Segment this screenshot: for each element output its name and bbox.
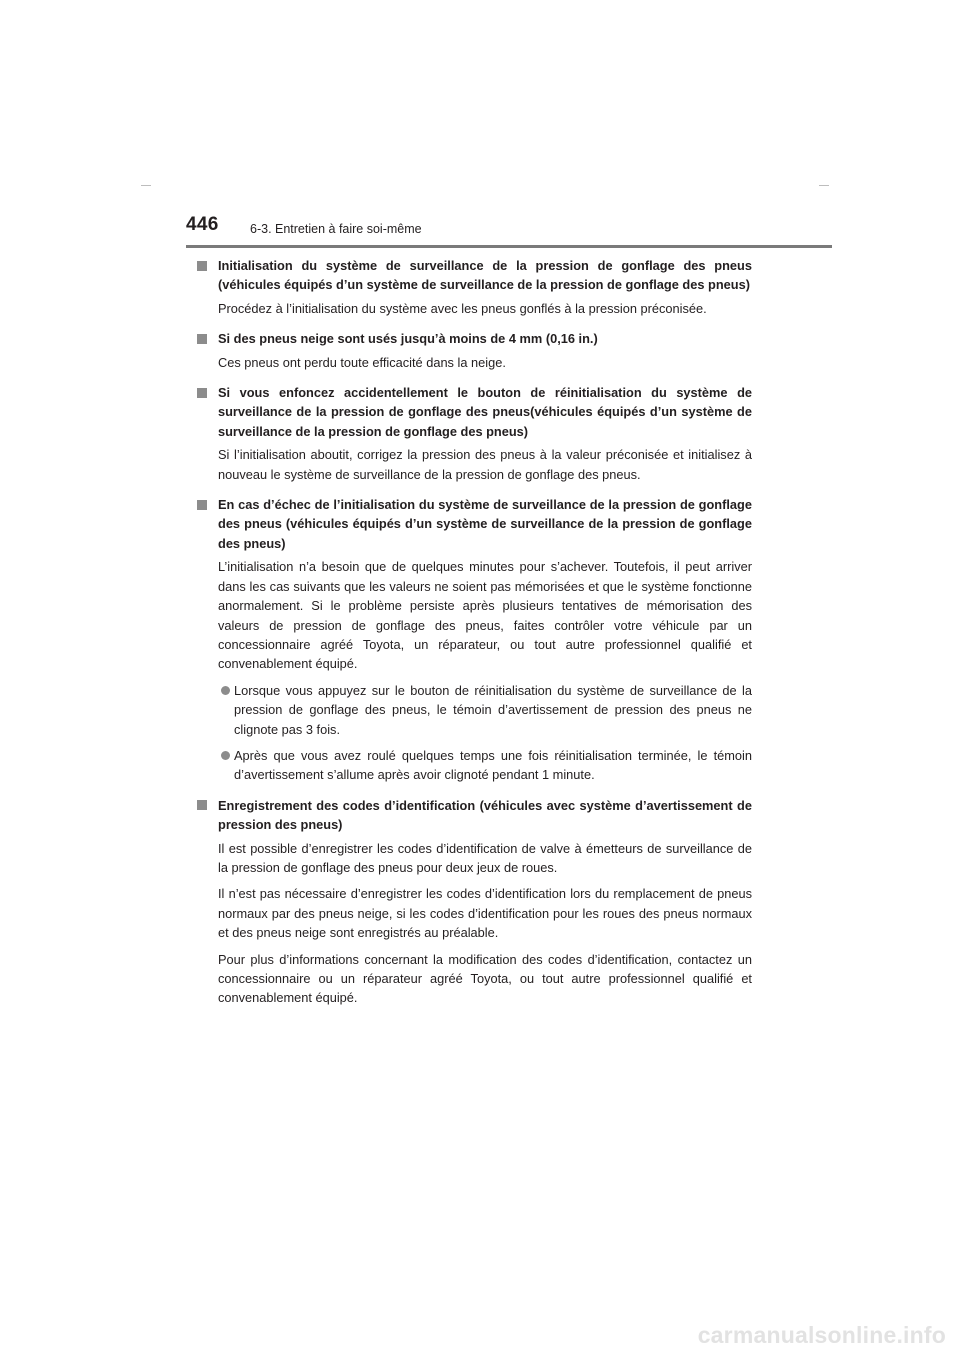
heading-text: Enregistrement des codes d’identification (véhicules avec système d’avertissement de pression des pneus)	[218, 797, 752, 833]
crop-mark-left	[141, 185, 151, 186]
section-heading	[196, 495, 752, 553]
section-snow-tires-worn	[196, 329, 752, 372]
section-tpms-initialisation	[196, 256, 752, 318]
heading-text: Si des pneus neige sont usés jusqu’à moins de 4 mm (0,16 in.)	[218, 331, 598, 347]
square-bullet-icon	[197, 800, 207, 810]
square-bullet-icon	[197, 388, 207, 398]
section-title: 6-3. Entretien à faire soi-même	[250, 222, 422, 236]
list-item	[196, 746, 752, 785]
heading-text: Si vous enfoncez accidentellement le bouton de réinitialisation du système de surveillance de la pression de gonflage des pneus(véhicules équipés d’un système de surveillance de la pression de gonflage des pneus)	[218, 385, 752, 439]
section-initialisation-failure	[196, 495, 752, 785]
list-item-text: Après que vous avez roulé quelques temps une fois réinitialisation terminée, le témoin d’avertissement s’allume après avoir clignoté pendant 1 minute.	[234, 747, 752, 783]
paragraph: L’initialisation n’a besoin que de quelques minutes pour s’achever. Toutefois, il peut arriver dans les cas suivants que les valeurs ne soient pas mémorisées et que le système fonctionne anormalement. Si le problème persiste après plusieurs tentatives de mémorisation des valeurs de pression de gonflage des pneus, faites contrôler votre véhicule par un concessionnaire agréé Toyota, un réparateur, ou tout autre professionnel qualifié et convenablement équipé.	[218, 559, 752, 672]
list-item-text: Lorsque vous appuyez sur le bouton de réinitialisation du système de surveillance de la pression de gonflage des pneus, le témoin d’avertissement de pression des pneus ne clignote pas 3 fois.	[234, 682, 752, 737]
section-heading	[196, 796, 752, 835]
section-id-code-registration	[196, 796, 752, 1008]
section-heading	[196, 256, 752, 295]
section-heading	[196, 329, 752, 348]
paragraph: Procédez à l’initialisation du système avec les pneus gonflés à la pression préconisée.	[218, 300, 707, 316]
paragraph: Si l’initialisation aboutit, corrigez la pression des pneus à la valeur préconisée et initialisez à nouveau le système de surveillance de la pression de gonflage des pneus.	[218, 447, 752, 482]
circle-bullet-icon	[221, 751, 230, 760]
section-accidental-reset	[196, 383, 752, 484]
heading-text: Initialisation du système de surveillance de la pression de gonflage des pneus (véhicules équipés d’un système de surveillance de la pression de gonflage des pneus)	[218, 258, 752, 293]
list-item	[196, 681, 752, 739]
paragraph: Ces pneus ont perdu toute efficacité dans la neige.	[218, 354, 506, 370]
section-heading	[196, 383, 752, 441]
square-bullet-icon	[197, 334, 207, 344]
heading-text: En cas d’échec de l’initialisation du système de surveillance de la pression de gonflage des pneus (véhicules équipés d’un système de surveillance de la pression de gonflage des pneus)	[218, 497, 752, 551]
page-content	[196, 256, 752, 1019]
watermark-link[interactable]: carmanualsonline.info	[697, 1322, 946, 1348]
page-number: 446	[186, 214, 219, 235]
page-header	[186, 214, 832, 248]
paragraph: Il est possible d’enregistrer les codes d’identification de valve à émetteurs de surveillance de la pression de gonflage des pneus pour deux jeux de roues.	[218, 840, 752, 875]
crop-mark-right	[819, 185, 829, 186]
square-bullet-icon	[197, 500, 207, 510]
square-bullet-icon	[197, 261, 207, 271]
paragraph: Pour plus d’informations concernant la modification des codes d’identification, contactez un concessionnaire ou un réparateur agréé Toyota, ou tout autre professionnel qualifié et convenablement équipé.	[218, 951, 752, 1006]
header-rule	[186, 245, 832, 248]
paragraph: Il n’est pas nécessaire d’enregistrer les codes d’identification lors du remplacement de pneus normaux par des pneus neige, si les codes d’identification pour les roues des pneus normaux et des pneus neige sont enregistrés au préalable.	[218, 886, 752, 941]
circle-bullet-icon	[221, 686, 230, 695]
